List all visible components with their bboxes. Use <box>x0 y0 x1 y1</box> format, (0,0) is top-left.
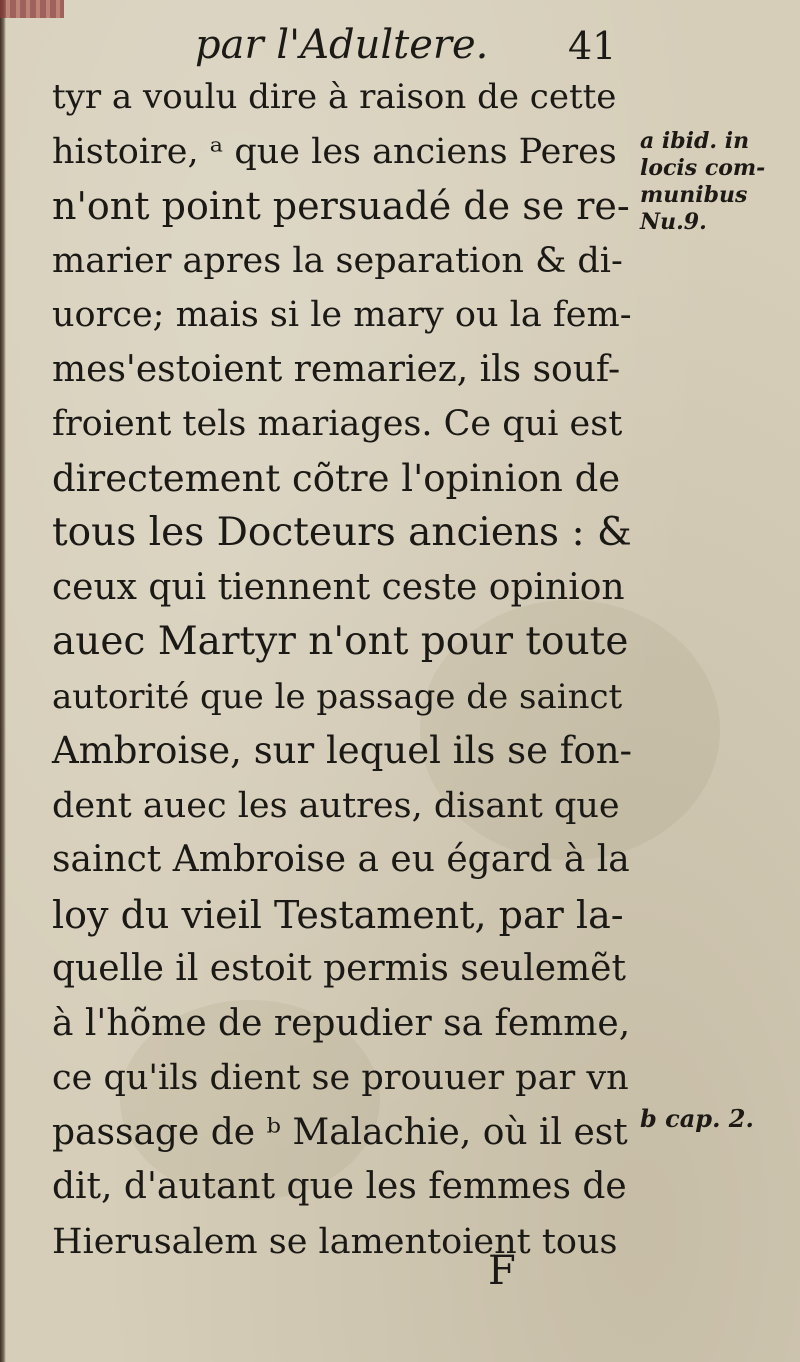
page-number: 41 <box>568 24 617 68</box>
margin-note-a: a ibid. in locis com- munibus Nu.9. <box>640 128 766 235</box>
signature-mark: F <box>488 1248 516 1294</box>
text-line: marier apres la separation & di- <box>52 240 623 281</box>
text-line: auec Martyr n'ont pour toute <box>52 619 629 664</box>
text-line: tyr a voulu dire à raison de cette <box>52 77 617 117</box>
margin-note-b: b cap. 2. <box>640 1104 754 1133</box>
text-line: directement cõtre l'opinion de <box>52 456 621 500</box>
text-line: froient tels mariages. Ce qui est <box>52 404 623 444</box>
binding-edge <box>0 0 6 1362</box>
text-line: loy du vieil Testament, par la- <box>52 892 624 937</box>
page-header <box>0 12 800 72</box>
text-line: quelle il estoit permis seulemẽt <box>52 948 626 989</box>
text-line: Ambroise, sur lequel ils se fon- <box>52 729 633 772</box>
text-line: dit, d'autant que les femmes de <box>52 1166 627 1207</box>
text-line: mes'estoient remariez, ils souf- <box>52 348 621 390</box>
text-line: passage de ᵇ Malachie, où il est <box>52 1111 628 1153</box>
body-text <box>52 70 632 1269</box>
text-line: sainct Ambroise a eu égard à la <box>52 839 630 880</box>
text-line: autorité que le passage de sainct <box>52 676 623 717</box>
running-head: par l'Adultere. <box>195 22 489 68</box>
text-line: uorce; mais si le mary ou la fem- <box>52 295 632 335</box>
text-line: tous les Docteurs anciens : & <box>52 510 632 555</box>
text-line: dent auec les autres, disant que <box>52 785 620 826</box>
text-line: ceux qui tiennent ceste opinion <box>52 566 625 608</box>
text-line: n'ont point persuadé de se re- <box>52 184 630 228</box>
text-line: ce qu'ils dient se prouuer par vn <box>52 1058 629 1098</box>
text-line: histoire, ᵃ que les anciens Peres <box>52 131 617 172</box>
text-line: à l'hõme de repudier sa femme, <box>52 1002 631 1044</box>
text-line: Hierusalem se lamentoient tous <box>52 1221 618 1262</box>
